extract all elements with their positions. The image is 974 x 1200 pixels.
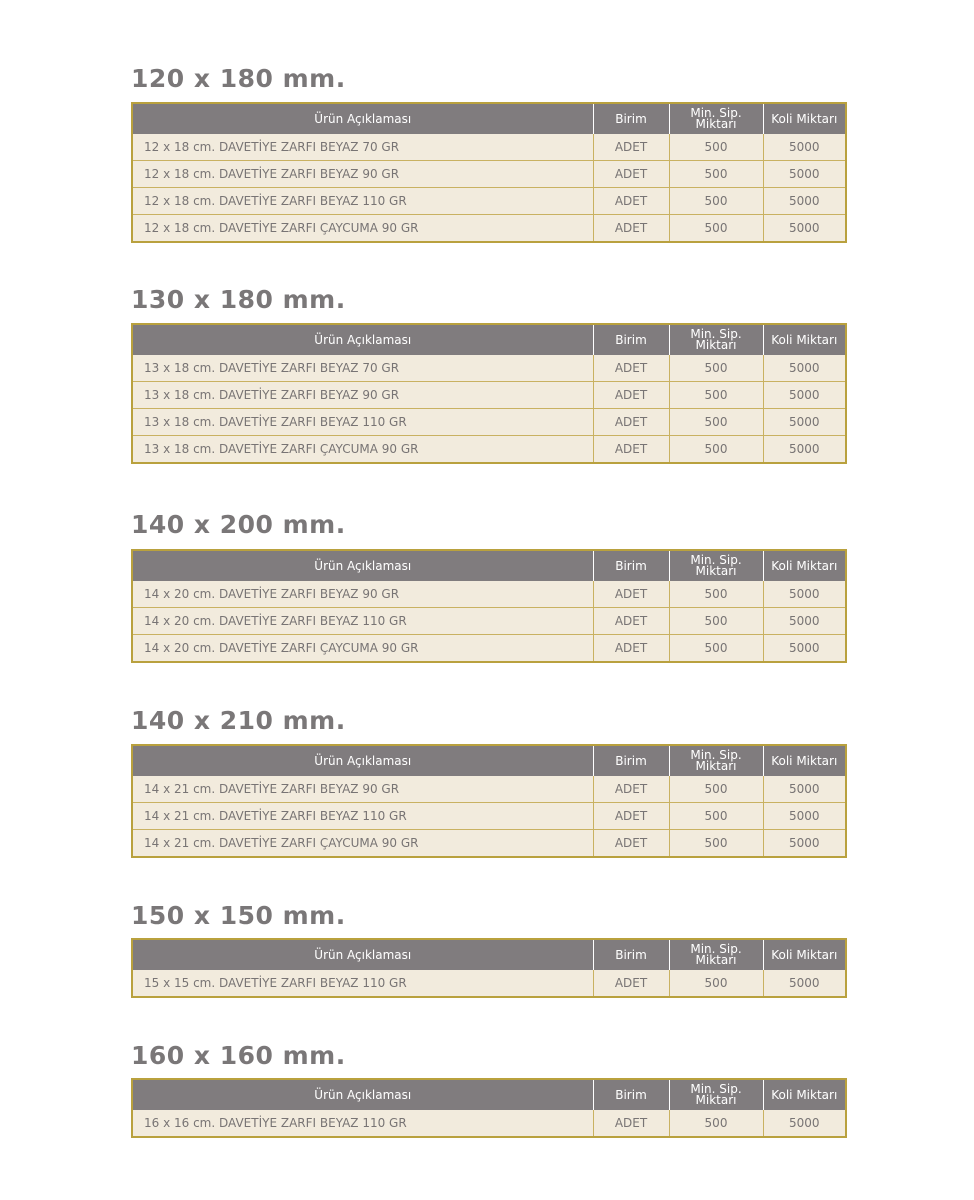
cell-description: 12 x 18 cm. DAVETİYE ZARFI BEYAZ 110 GR [132, 188, 593, 215]
section-title: 160 x 160 mm. [131, 1041, 346, 1070]
cell-min-order: 500 [669, 382, 763, 409]
cell-min-order: 500 [669, 409, 763, 436]
cell-min-order: 500 [669, 970, 763, 997]
column-header-description: Ürün Açıklaması [132, 550, 593, 581]
product-table [131, 1078, 847, 1138]
table-row [132, 409, 846, 436]
column-header-description: Ürün Açıklaması [132, 324, 593, 355]
section-title: 140 x 200 mm. [131, 510, 346, 539]
cell-description: 14 x 21 cm. DAVETİYE ZARFI BEYAZ 110 GR [132, 803, 593, 830]
size-section-130x180 [131, 284, 845, 456]
table-row [132, 608, 846, 635]
column-header-unit: Birim [593, 550, 669, 581]
table-header-row [132, 1079, 846, 1110]
column-header-min-order: Min. Sip. Miktarı [669, 550, 763, 581]
cell-unit: ADET [593, 635, 669, 663]
cell-box-quantity: 5000 [763, 970, 846, 997]
cell-unit: ADET [593, 776, 669, 803]
cell-box-quantity: 5000 [763, 382, 846, 409]
cell-min-order: 500 [669, 803, 763, 830]
cell-box-quantity: 5000 [763, 134, 846, 161]
cell-description: 14 x 20 cm. DAVETİYE ZARFI ÇAYCUMA 90 GR [132, 635, 593, 663]
cell-box-quantity: 5000 [763, 635, 846, 663]
column-header-unit: Birim [593, 745, 669, 776]
cell-description: 16 x 16 cm. DAVETİYE ZARFI BEYAZ 110 GR [132, 1110, 593, 1137]
cell-description: 13 x 18 cm. DAVETİYE ZARFI BEYAZ 70 GR [132, 355, 593, 382]
table-header-row [132, 103, 846, 134]
cell-description: 12 x 18 cm. DAVETİYE ZARFI BEYAZ 90 GR [132, 161, 593, 188]
table-header-row [132, 550, 846, 581]
section-title: 140 x 210 mm. [131, 706, 346, 735]
section-title: 130 x 180 mm. [131, 285, 346, 314]
cell-description: 13 x 18 cm. DAVETİYE ZARFI BEYAZ 110 GR [132, 409, 593, 436]
column-header-unit: Birim [593, 1079, 669, 1110]
table-row [132, 161, 846, 188]
section-title: 120 x 180 mm. [131, 64, 346, 93]
cell-min-order: 500 [669, 215, 763, 243]
cell-unit: ADET [593, 382, 669, 409]
cell-box-quantity: 5000 [763, 188, 846, 215]
cell-description: 13 x 18 cm. DAVETİYE ZARFI ÇAYCUMA 90 GR [132, 436, 593, 464]
column-header-unit: Birim [593, 324, 669, 355]
cell-unit: ADET [593, 215, 669, 243]
column-header-description: Ürün Açıklaması [132, 939, 593, 970]
column-header-min-order: Min. Sip. Miktarı [669, 324, 763, 355]
cell-min-order: 500 [669, 581, 763, 608]
cell-unit: ADET [593, 355, 669, 382]
column-header-min-order: Min. Sip. Miktarı [669, 939, 763, 970]
column-header-box-quantity: Koli Miktarı [763, 745, 846, 776]
column-header-box-quantity: Koli Miktarı [763, 939, 846, 970]
cell-box-quantity: 5000 [763, 436, 846, 464]
cell-description: 12 x 18 cm. DAVETİYE ZARFI BEYAZ 70 GR [132, 134, 593, 161]
size-section-140x210 [131, 705, 845, 850]
product-table [131, 102, 847, 243]
product-table [131, 744, 847, 858]
size-section-140x200 [131, 509, 845, 655]
cell-unit: ADET [593, 409, 669, 436]
column-header-box-quantity: Koli Miktarı [763, 1079, 846, 1110]
cell-unit: ADET [593, 134, 669, 161]
cell-unit: ADET [593, 830, 669, 858]
cell-box-quantity: 5000 [763, 161, 846, 188]
product-table [131, 549, 847, 663]
cell-unit: ADET [593, 1110, 669, 1137]
cell-min-order: 500 [669, 776, 763, 803]
cell-description: 14 x 20 cm. DAVETİYE ZARFI BEYAZ 110 GR [132, 608, 593, 635]
column-header-box-quantity: Koli Miktarı [763, 103, 846, 134]
cell-min-order: 500 [669, 830, 763, 858]
column-header-box-quantity: Koli Miktarı [763, 324, 846, 355]
table-row [132, 635, 846, 663]
cell-min-order: 500 [669, 161, 763, 188]
section-title: 150 x 150 mm. [131, 901, 346, 930]
column-header-unit: Birim [593, 103, 669, 134]
cell-min-order: 500 [669, 436, 763, 464]
table-header-row [132, 745, 846, 776]
cell-box-quantity: 5000 [763, 355, 846, 382]
cell-description: 13 x 18 cm. DAVETİYE ZARFI BEYAZ 90 GR [132, 382, 593, 409]
cell-unit: ADET [593, 188, 669, 215]
cell-description: 12 x 18 cm. DAVETİYE ZARFI ÇAYCUMA 90 GR [132, 215, 593, 243]
cell-min-order: 500 [669, 355, 763, 382]
cell-unit: ADET [593, 436, 669, 464]
cell-min-order: 500 [669, 1110, 763, 1137]
column-header-box-quantity: Koli Miktarı [763, 550, 846, 581]
cell-unit: ADET [593, 581, 669, 608]
table-row [132, 581, 846, 608]
size-section-160x160 [131, 1040, 845, 1130]
table-row [132, 776, 846, 803]
table-row [132, 1110, 846, 1137]
column-header-min-order: Min. Sip. Miktarı [669, 103, 763, 134]
cell-unit: ADET [593, 608, 669, 635]
column-header-description: Ürün Açıklaması [132, 745, 593, 776]
cell-box-quantity: 5000 [763, 215, 846, 243]
table-row [132, 970, 846, 997]
cell-min-order: 500 [669, 188, 763, 215]
table-row [132, 382, 846, 409]
cell-box-quantity: 5000 [763, 1110, 846, 1137]
size-section-150x150 [131, 900, 845, 990]
cell-box-quantity: 5000 [763, 409, 846, 436]
product-table [131, 323, 847, 464]
column-header-min-order: Min. Sip. Miktarı [669, 745, 763, 776]
table-row [132, 830, 846, 858]
cell-description: 14 x 21 cm. DAVETİYE ZARFI ÇAYCUMA 90 GR [132, 830, 593, 858]
table-row [132, 436, 846, 464]
table-header-row [132, 939, 846, 970]
table-row [132, 188, 846, 215]
cell-box-quantity: 5000 [763, 608, 846, 635]
cell-box-quantity: 5000 [763, 830, 846, 858]
table-row [132, 215, 846, 243]
cell-box-quantity: 5000 [763, 776, 846, 803]
column-header-min-order: Min. Sip. Miktarı [669, 1079, 763, 1110]
product-table [131, 938, 847, 998]
cell-min-order: 500 [669, 134, 763, 161]
cell-description: 15 x 15 cm. DAVETİYE ZARFI BEYAZ 110 GR [132, 970, 593, 997]
cell-description: 14 x 20 cm. DAVETİYE ZARFI BEYAZ 90 GR [132, 581, 593, 608]
cell-min-order: 500 [669, 635, 763, 663]
cell-box-quantity: 5000 [763, 803, 846, 830]
cell-unit: ADET [593, 803, 669, 830]
cell-box-quantity: 5000 [763, 581, 846, 608]
cell-min-order: 500 [669, 608, 763, 635]
size-section-120x180 [131, 63, 845, 235]
table-row [132, 803, 846, 830]
cell-unit: ADET [593, 970, 669, 997]
table-header-row [132, 324, 846, 355]
table-row [132, 355, 846, 382]
column-header-unit: Birim [593, 939, 669, 970]
cell-unit: ADET [593, 161, 669, 188]
column-header-description: Ürün Açıklaması [132, 1079, 593, 1110]
table-row [132, 134, 846, 161]
column-header-description: Ürün Açıklaması [132, 103, 593, 134]
cell-description: 14 x 21 cm. DAVETİYE ZARFI BEYAZ 90 GR [132, 776, 593, 803]
